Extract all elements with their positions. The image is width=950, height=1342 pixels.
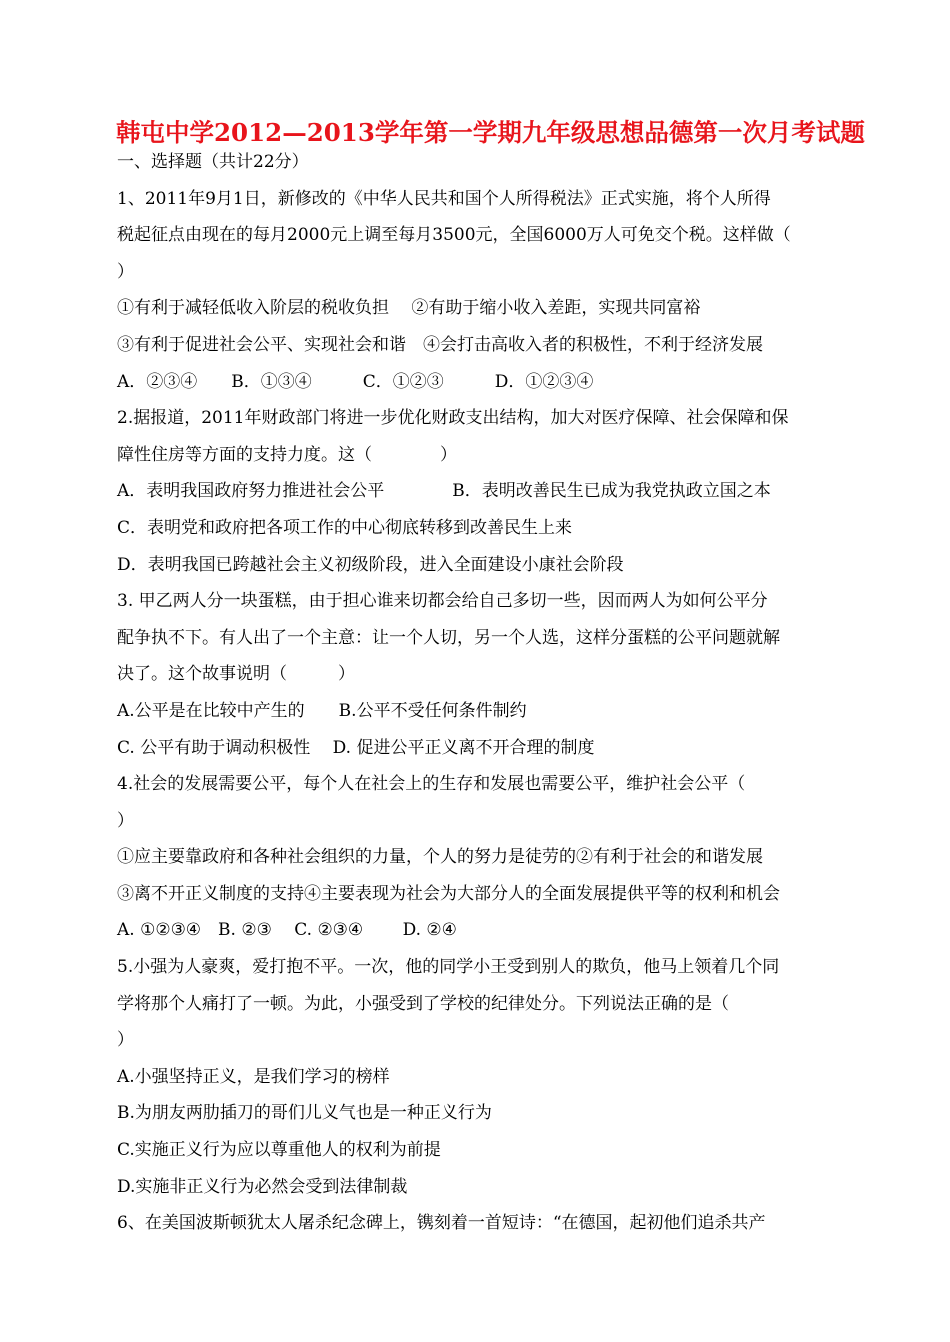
question-5-option-c: C.实施正义行为应以尊重他人的权利为前提 — [117, 1140, 441, 1161]
question-4-statements-1: ①应主要靠政府和各种社会组织的力量，个人的努力是徒劳的②有利于社会的和谐发展 — [117, 847, 763, 868]
question-1-line-1: 1、2011年9月1日，新修改的《中华人民共和国个人所得税法》正式实施，将个人所得 — [117, 188, 771, 209]
question-3-line-2: 配争执不下。有人出了一个主意：让一个人切，另一个人选，这样分蛋糕的公平问题就解 — [117, 627, 780, 648]
section-heading: 一、选择题（共计22分） — [117, 152, 309, 172]
question-1-statements-2: ③有利于促进社会公平、实现社会和谐 ④会打击高收入者的积极性，不利于经济发展 — [117, 334, 763, 355]
question-2-line-2: 障性住房等方面的支持力度。这（ ） — [117, 444, 457, 465]
question-3-options-cd: C. 公平有助于调动积极性 D. 促进公平正义离不开合理的制度 — [117, 737, 595, 758]
question-1-line-2: 税起征点由现在的每月2000元上调至每月3500元，全国6000万人可免交个税。这样做（ — [117, 225, 791, 246]
question-5-option-b: B.为朋友两肋插刀的哥们儿义气也是一种正义行为 — [117, 1103, 492, 1124]
question-5-line-1: 5.小强为人豪爽，爱打抱不平。一次，他的同学小王受到别人的欺负，他马上领着几个同 — [117, 957, 780, 978]
question-6-line-1: 6、在美国波斯顿犹太人屠杀纪念碑上，镌刻着一首短诗：“在德国，起初他们追杀共产 — [117, 1213, 766, 1234]
question-4-options: A. ①②③④ B. ②③ C. ②③④ D. ②④ — [117, 920, 457, 941]
question-1-statements-1: ①有利于减轻低收入阶层的税收负担 ②有助于缩小收入差距，实现共同富裕 — [117, 298, 701, 319]
question-1-options: A．②③④ B．①③④ C．①②③ D．①②③④ — [117, 371, 594, 392]
question-2-option-d: D．表明我国已跨越社会主义初级阶段，进入全面建设小康社会阶段 — [117, 554, 624, 575]
question-3-line-1: 3. 甲乙两人分一块蛋糕，由于担心谁来切都会给自己多切一些，因而两人为如何公平分 — [117, 591, 768, 612]
question-2-option-c: C．表明党和政府把各项工作的中心彻底转移到改善民生上来 — [117, 517, 573, 538]
question-4-statements-2: ③离不开正义制度的支持④主要表现为社会为大部分人的全面发展提供平等的权利和机会 — [117, 883, 780, 904]
question-4-line-1: 4.社会的发展需要公平，每个人在社会上的生存和发展也需要公平，维护社会公平（ — [117, 774, 746, 795]
question-5-option-d: D.实施非正义行为必然会受到法律制裁 — [117, 1176, 408, 1197]
question-3-line-3: 决了。这个故事说明（ ） — [117, 664, 355, 685]
question-2-line-1: 2.据报道，2011年财政部门将进一步优化财政支出结构，加大对医疗保障、社会保障和保 — [117, 408, 789, 429]
question-5-line-3: ） — [117, 1030, 134, 1051]
question-3-options-ab: A.公平是在比较中产生的 B.公平不受任何条件制约 — [117, 700, 527, 721]
question-2-options-ab: A．表明我国政府努力推进社会公平 B．表明改善民生已成为我党执政立国之本 — [117, 481, 771, 502]
question-5-line-2: 学将那个人痛打了一顿。为此，小强受到了学校的纪律处分。下列说法正确的是（ — [117, 993, 729, 1014]
question-4-line-2: ） — [117, 810, 134, 831]
exam-title: 韩屯中学2012—2013学年第一学期九年级思想品德第一次月考试题 — [116, 118, 865, 147]
question-1-line-3: ） — [117, 261, 134, 282]
question-5-option-a: A.小强坚持正义，是我们学习的榜样 — [117, 1066, 390, 1087]
exam-content — [117, 144, 887, 1242]
